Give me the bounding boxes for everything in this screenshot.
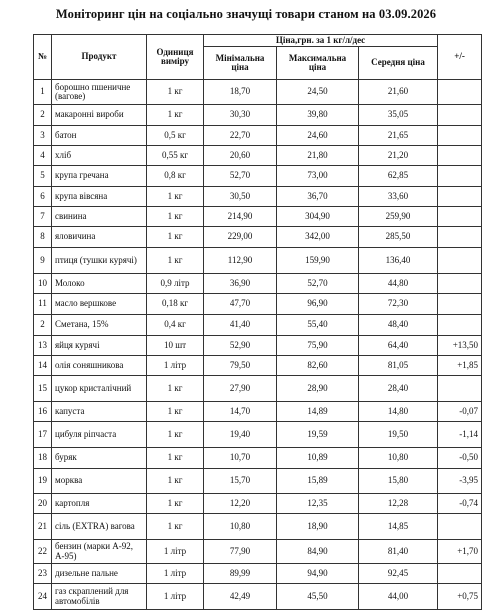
unit-cell: 1 кг bbox=[147, 494, 204, 514]
min-price: 10,70 bbox=[204, 448, 277, 469]
avg-price: 81,05 bbox=[359, 356, 438, 376]
price-change bbox=[438, 248, 482, 274]
row-number: 20 bbox=[34, 494, 52, 514]
max-price: 159,90 bbox=[277, 248, 359, 274]
price-change bbox=[438, 294, 482, 315]
table-row bbox=[34, 274, 482, 294]
unit-cell: 1 кг bbox=[147, 187, 204, 207]
unit-cell: 1 літр bbox=[147, 564, 204, 584]
unit-cell: 1 кг bbox=[147, 207, 204, 227]
product-name: крупа вівсяна bbox=[52, 187, 147, 207]
unit-cell: 0,5 кг bbox=[147, 126, 204, 146]
row-number: 23 bbox=[34, 564, 52, 584]
avg-price: 21,60 bbox=[359, 80, 438, 105]
product-name: Молоко bbox=[52, 274, 147, 294]
avg-price: 33,60 bbox=[359, 187, 438, 207]
max-price: 14,89 bbox=[277, 402, 359, 422]
price-change bbox=[438, 105, 482, 126]
price-change bbox=[438, 146, 482, 166]
max-price: 39,80 bbox=[277, 105, 359, 126]
table-row bbox=[34, 540, 482, 564]
avg-price: 21,20 bbox=[359, 146, 438, 166]
row-number: 22 bbox=[34, 540, 52, 564]
price-change bbox=[438, 315, 482, 336]
price-change: -0,07 bbox=[438, 402, 482, 422]
avg-price: 21,65 bbox=[359, 126, 438, 146]
table-row bbox=[34, 356, 482, 376]
row-number: 2 bbox=[34, 315, 52, 336]
product-name: Сметана, 15% bbox=[52, 315, 147, 336]
header-min: Мінімальна ціна bbox=[204, 47, 277, 80]
price-change: +1,70 bbox=[438, 540, 482, 564]
avg-price: 72,30 bbox=[359, 294, 438, 315]
table-row bbox=[34, 494, 482, 514]
unit-cell: 10 шт bbox=[147, 336, 204, 356]
product-name: цибуля ріпчаста bbox=[52, 422, 147, 448]
price-table bbox=[33, 34, 482, 610]
table-row bbox=[34, 187, 482, 207]
price-change bbox=[438, 126, 482, 146]
product-name: олія соняшникова bbox=[52, 356, 147, 376]
min-price: 112,90 bbox=[204, 248, 277, 274]
table-row bbox=[34, 126, 482, 146]
min-price: 214,90 bbox=[204, 207, 277, 227]
unit-cell: 1 кг bbox=[147, 514, 204, 540]
table-row bbox=[34, 422, 482, 448]
max-price: 10,89 bbox=[277, 448, 359, 469]
avg-price: 35,05 bbox=[359, 105, 438, 126]
product-name: хліб bbox=[52, 146, 147, 166]
product-name: яловичина bbox=[52, 227, 147, 248]
table-row bbox=[34, 227, 482, 248]
product-name: цукор кристалічний bbox=[52, 376, 147, 402]
unit-cell: 1 кг bbox=[147, 248, 204, 274]
product-name: крупа гречана bbox=[52, 166, 147, 187]
row-number: 18 bbox=[34, 448, 52, 469]
row-number: 17 bbox=[34, 422, 52, 448]
table-row bbox=[34, 207, 482, 227]
table-row bbox=[34, 336, 482, 356]
max-price: 28,90 bbox=[277, 376, 359, 402]
unit-cell: 1 кг bbox=[147, 227, 204, 248]
price-change: -3,95 bbox=[438, 469, 482, 494]
min-price: 79,50 bbox=[204, 356, 277, 376]
avg-price: 92,45 bbox=[359, 564, 438, 584]
min-price: 30,30 bbox=[204, 105, 277, 126]
avg-price: 19,50 bbox=[359, 422, 438, 448]
min-price: 19,40 bbox=[204, 422, 277, 448]
avg-price: 12,28 bbox=[359, 494, 438, 514]
row-number: 9 bbox=[34, 248, 52, 274]
min-price: 47,70 bbox=[204, 294, 277, 315]
header-row-group bbox=[34, 35, 482, 47]
row-number: 10 bbox=[34, 274, 52, 294]
row-number: 11 bbox=[34, 294, 52, 315]
table-row bbox=[34, 584, 482, 610]
product-name: картопля bbox=[52, 494, 147, 514]
unit-cell: 1 кг bbox=[147, 402, 204, 422]
row-number: 21 bbox=[34, 514, 52, 540]
product-name: газ скраплений для автомобілів bbox=[52, 584, 147, 610]
avg-price: 10,80 bbox=[359, 448, 438, 469]
document-title: Моніторинг цін на соціально значущі товари станом на 03.09.2026 bbox=[55, 7, 437, 21]
min-price: 52,90 bbox=[204, 336, 277, 356]
product-name: бензин (марки А-92, А-95) bbox=[52, 540, 147, 564]
header-unit: Одиниця виміру bbox=[147, 35, 204, 80]
avg-price: 48,40 bbox=[359, 315, 438, 336]
product-name: дизельне пальне bbox=[52, 564, 147, 584]
avg-price: 28,40 bbox=[359, 376, 438, 402]
price-change bbox=[438, 207, 482, 227]
avg-price: 62,85 bbox=[359, 166, 438, 187]
max-price: 36,70 bbox=[277, 187, 359, 207]
unit-cell: 1 кг bbox=[147, 422, 204, 448]
price-change: -0,74 bbox=[438, 494, 482, 514]
price-change bbox=[438, 227, 482, 248]
max-price: 24,60 bbox=[277, 126, 359, 146]
row-number: 3 bbox=[34, 126, 52, 146]
max-price: 94,90 bbox=[277, 564, 359, 584]
price-change bbox=[438, 166, 482, 187]
product-name: буряк bbox=[52, 448, 147, 469]
unit-cell: 1 кг bbox=[147, 448, 204, 469]
max-price: 84,90 bbox=[277, 540, 359, 564]
avg-price: 14,80 bbox=[359, 402, 438, 422]
row-number: 24 bbox=[34, 584, 52, 610]
table-row bbox=[34, 469, 482, 494]
header-avg: Середня ціна bbox=[359, 47, 438, 80]
min-price: 52,70 bbox=[204, 166, 277, 187]
min-price: 42,49 bbox=[204, 584, 277, 610]
min-price: 36,90 bbox=[204, 274, 277, 294]
header-price-group: Ціна,грн. за 1 кг/л/дес bbox=[204, 35, 438, 47]
table-row bbox=[34, 376, 482, 402]
avg-price: 44,80 bbox=[359, 274, 438, 294]
unit-cell: 0,55 кг bbox=[147, 146, 204, 166]
max-price: 21,80 bbox=[277, 146, 359, 166]
product-name: макаронні вироби bbox=[52, 105, 147, 126]
price-change bbox=[438, 274, 482, 294]
table-row bbox=[34, 514, 482, 540]
avg-price: 285,50 bbox=[359, 227, 438, 248]
table-row bbox=[34, 564, 482, 584]
price-change: -1,14 bbox=[438, 422, 482, 448]
min-price: 15,70 bbox=[204, 469, 277, 494]
product-name: морква bbox=[52, 469, 147, 494]
product-name: птиця (тушки курячі) bbox=[52, 248, 147, 274]
product-name: масло вершкове bbox=[52, 294, 147, 315]
max-price: 342,00 bbox=[277, 227, 359, 248]
row-number: 16 bbox=[34, 402, 52, 422]
max-price: 304,90 bbox=[277, 207, 359, 227]
avg-price: 136,40 bbox=[359, 248, 438, 274]
min-price: 77,90 bbox=[204, 540, 277, 564]
price-change bbox=[438, 376, 482, 402]
unit-cell: 1 кг bbox=[147, 469, 204, 494]
price-change bbox=[438, 187, 482, 207]
unit-cell: 1 кг bbox=[147, 105, 204, 126]
min-price: 27,90 bbox=[204, 376, 277, 402]
max-price: 75,90 bbox=[277, 336, 359, 356]
row-number: 14 bbox=[34, 356, 52, 376]
max-price: 96,90 bbox=[277, 294, 359, 315]
min-price: 22,70 bbox=[204, 126, 277, 146]
price-change: +0,75 bbox=[438, 584, 482, 610]
unit-cell: 1 кг bbox=[147, 80, 204, 105]
header-product: Продукт bbox=[52, 35, 147, 80]
min-price: 30,50 bbox=[204, 187, 277, 207]
max-price: 18,90 bbox=[277, 514, 359, 540]
row-number: 19 bbox=[34, 469, 52, 494]
row-number: 15 bbox=[34, 376, 52, 402]
header-diff: +/- bbox=[438, 35, 482, 80]
price-change bbox=[438, 80, 482, 105]
max-price: 52,70 bbox=[277, 274, 359, 294]
max-price: 19,59 bbox=[277, 422, 359, 448]
avg-price: 15,80 bbox=[359, 469, 438, 494]
unit-cell: 1 літр bbox=[147, 540, 204, 564]
table-row bbox=[34, 248, 482, 274]
min-price: 89,99 bbox=[204, 564, 277, 584]
price-change: -0,50 bbox=[438, 448, 482, 469]
product-name: батон bbox=[52, 126, 147, 146]
price-table-body bbox=[34, 80, 482, 610]
unit-cell: 0,4 кг bbox=[147, 315, 204, 336]
unit-cell: 0,9 літр bbox=[147, 274, 204, 294]
unit-cell: 0,8 кг bbox=[147, 166, 204, 187]
product-name: борошно пшеничне (вагове) bbox=[52, 80, 147, 105]
max-price: 12,35 bbox=[277, 494, 359, 514]
min-price: 229,00 bbox=[204, 227, 277, 248]
row-number: 6 bbox=[34, 187, 52, 207]
max-price: 15,89 bbox=[277, 469, 359, 494]
table-row bbox=[34, 315, 482, 336]
min-price: 41,40 bbox=[204, 315, 277, 336]
avg-price: 64,40 bbox=[359, 336, 438, 356]
row-number: 1 bbox=[34, 80, 52, 105]
row-number: 2 bbox=[34, 105, 52, 126]
avg-price: 81,40 bbox=[359, 540, 438, 564]
row-number: 8 bbox=[34, 227, 52, 248]
unit-cell: 1 літр bbox=[147, 584, 204, 610]
table-row bbox=[34, 166, 482, 187]
price-change bbox=[438, 564, 482, 584]
max-price: 82,60 bbox=[277, 356, 359, 376]
table-row bbox=[34, 105, 482, 126]
min-price: 20,60 bbox=[204, 146, 277, 166]
price-change bbox=[438, 514, 482, 540]
product-name: свинина bbox=[52, 207, 147, 227]
product-name: яйця курячі bbox=[52, 336, 147, 356]
product-name: сіль (EXTRA) вагова bbox=[52, 514, 147, 540]
table-row bbox=[34, 448, 482, 469]
row-number: 4 bbox=[34, 146, 52, 166]
min-price: 10,80 bbox=[204, 514, 277, 540]
row-number: 13 bbox=[34, 336, 52, 356]
header-max: Максимальна ціна bbox=[277, 47, 359, 80]
price-change: +13,50 bbox=[438, 336, 482, 356]
row-number: 5 bbox=[34, 166, 52, 187]
header-no: № bbox=[34, 35, 52, 80]
row-number: 7 bbox=[34, 207, 52, 227]
unit-cell: 0,18 кг bbox=[147, 294, 204, 315]
min-price: 18,70 bbox=[204, 80, 277, 105]
max-price: 55,40 bbox=[277, 315, 359, 336]
avg-price: 14,85 bbox=[359, 514, 438, 540]
unit-cell: 1 літр bbox=[147, 356, 204, 376]
max-price: 45,50 bbox=[277, 584, 359, 610]
min-price: 12,20 bbox=[204, 494, 277, 514]
min-price: 14,70 bbox=[204, 402, 277, 422]
avg-price: 259,90 bbox=[359, 207, 438, 227]
product-name: капуста bbox=[52, 402, 147, 422]
table-row bbox=[34, 80, 482, 105]
table-row bbox=[34, 294, 482, 315]
max-price: 24,50 bbox=[277, 80, 359, 105]
avg-price: 44,00 bbox=[359, 584, 438, 610]
table-row bbox=[34, 146, 482, 166]
max-price: 73,00 bbox=[277, 166, 359, 187]
price-change: +1,85 bbox=[438, 356, 482, 376]
table-row bbox=[34, 402, 482, 422]
unit-cell: 1 кг bbox=[147, 376, 204, 402]
